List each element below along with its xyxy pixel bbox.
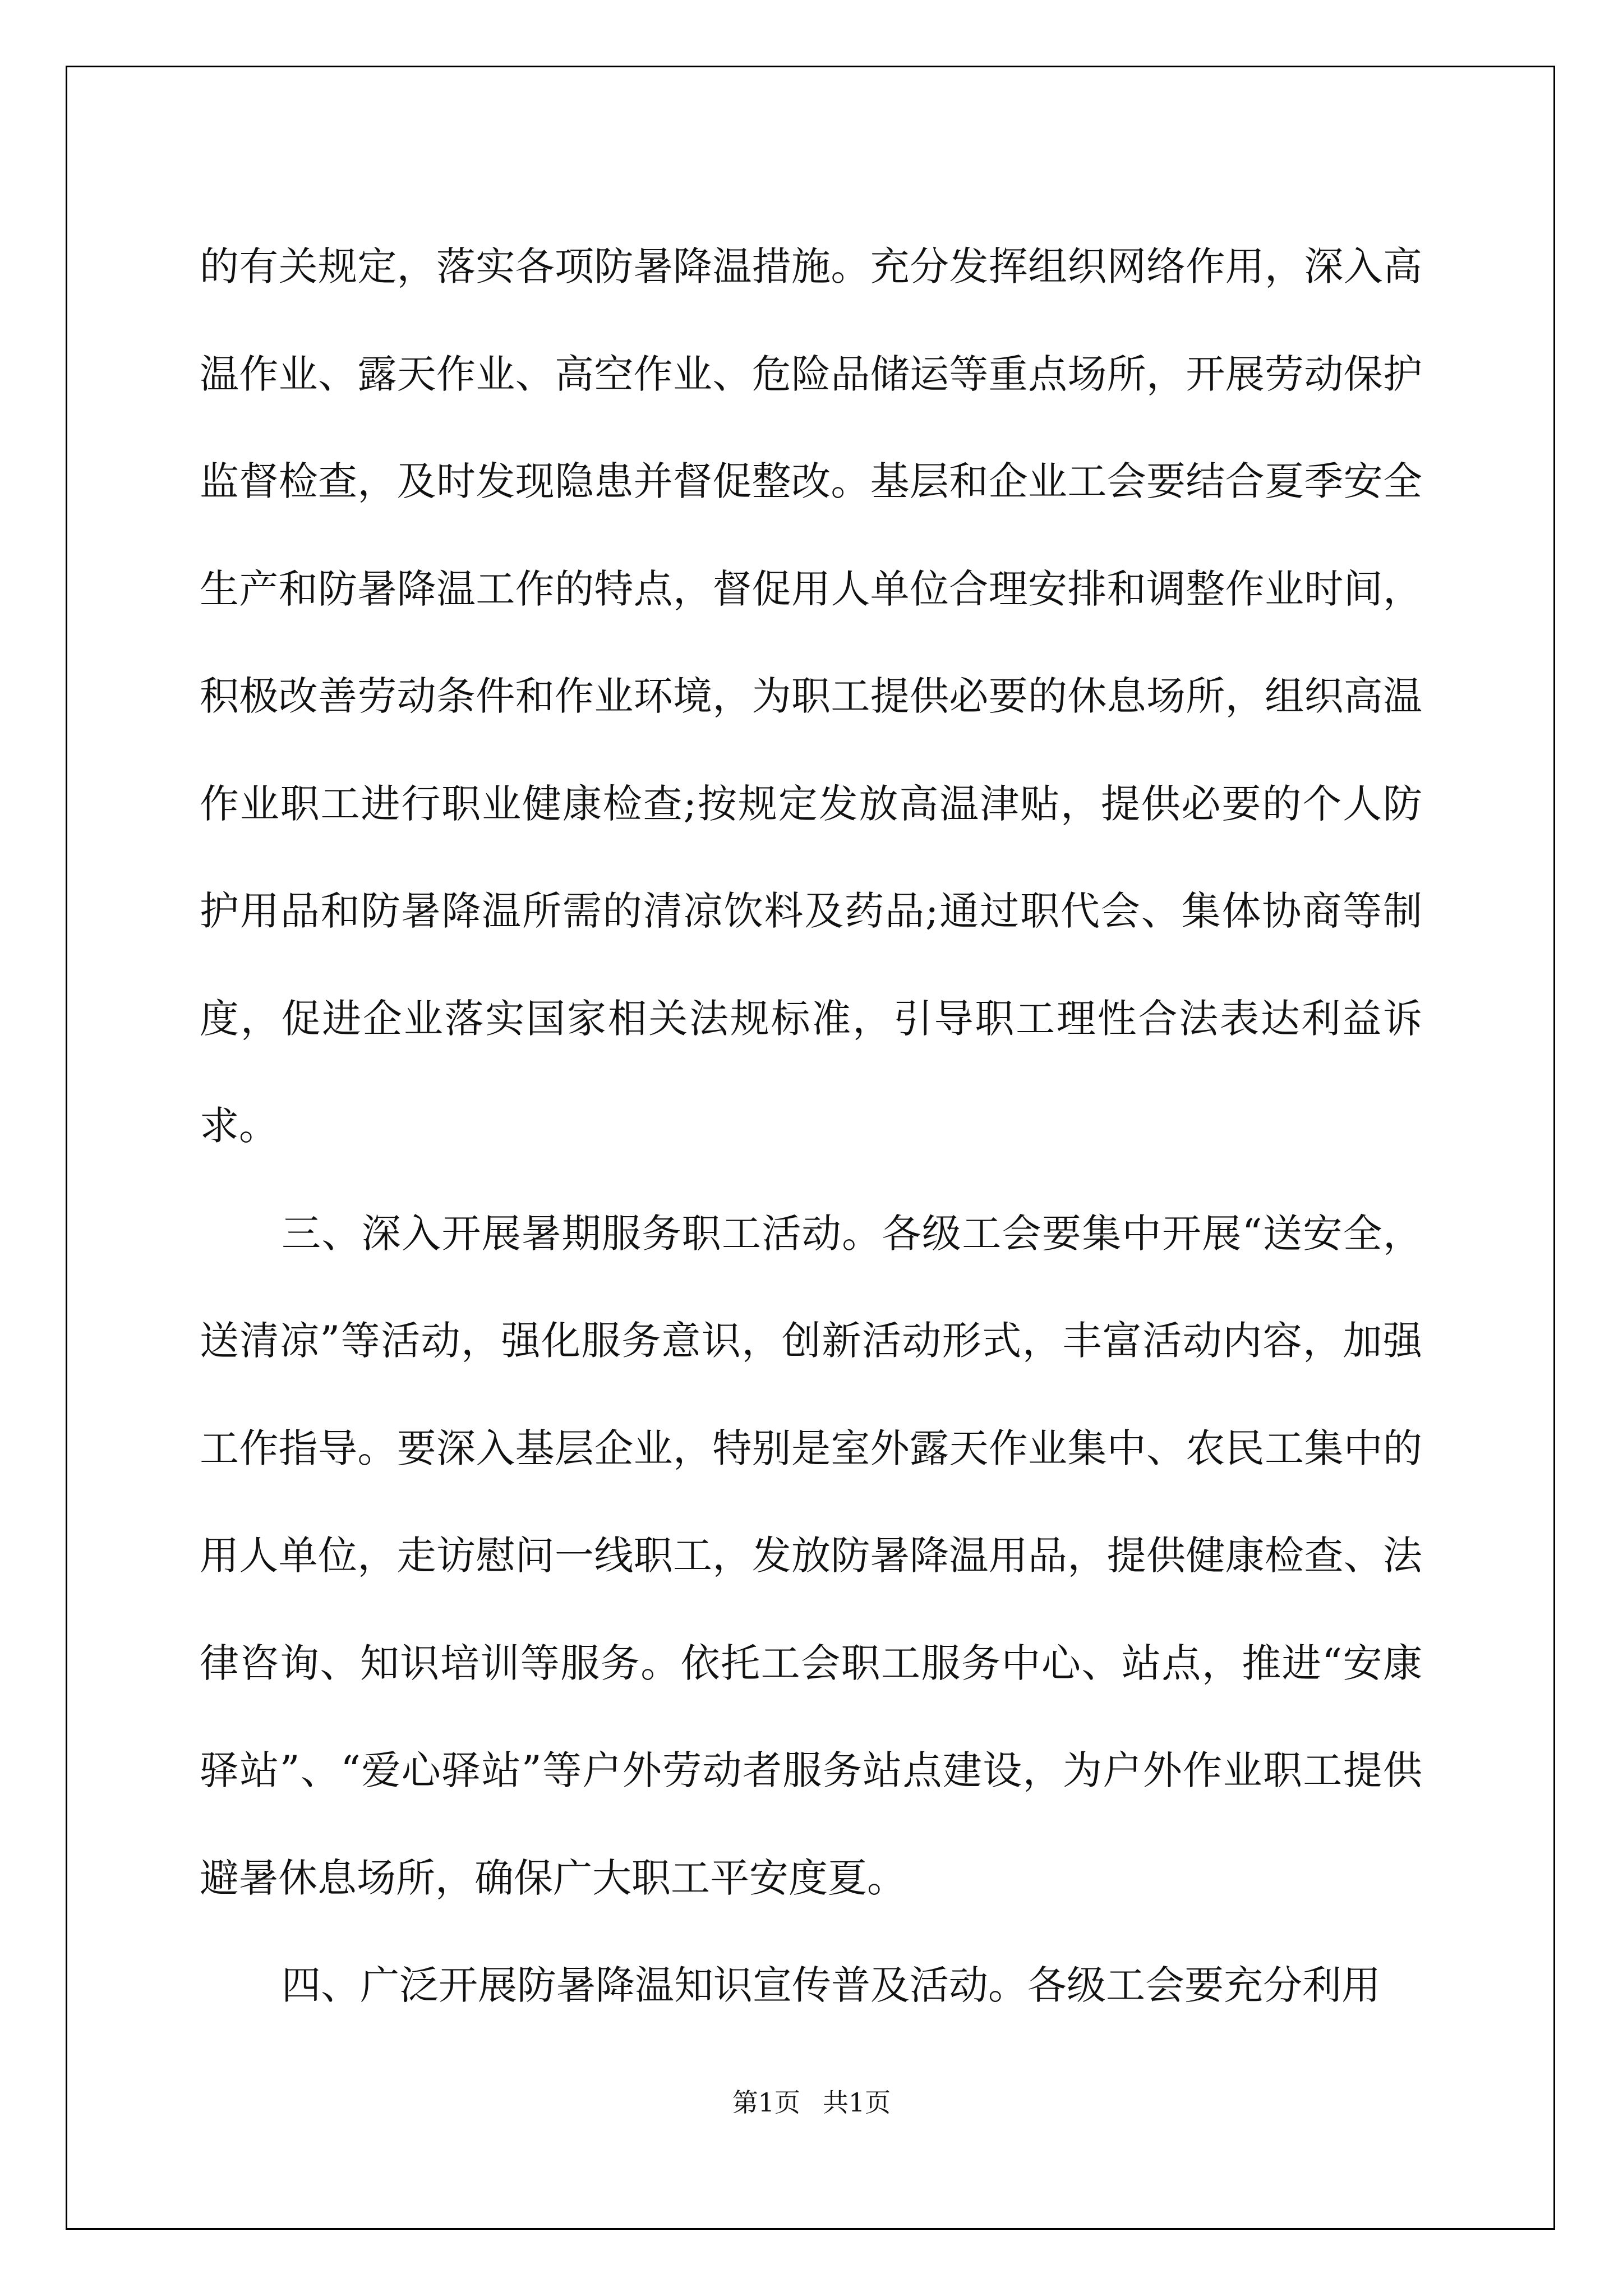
document-body: [200, 213, 1422, 2040]
page-number-current: 第1页: [732, 2087, 800, 2118]
paragraph-1: 的有关规定，落实各项防暑降温措施。充分发挥组织网络作用，深入高温作业、露天作业、高空作业、危险品储运等重点场所，开展劳动保护监督检查，及时发现隐患并督促整改。基层和企业工会要结合夏季安全生产和防暑降温工作的特点，督促用人单位合理安排和调整作业时间，积极改善劳动条件和作业环境，为职工提供必要的休息场所，组织高温作业职工进行职业健康检查;按规定发放高温津贴，提供必要的个人防护用品和防暑降温所需的清凉饮料及药品;通过职代会、集体协商等制度，促进企业落实国家相关法规标准，引导职工理性合法表达利益诉求。: [200, 243, 1422, 1149]
paragraph-2: 三、深入开展暑期服务职工活动。各级工会要集中开展“送安全，送清凉”等活动，强化服务意识，创新活动形式，丰富活动内容，加强工作指导。要深入基层企业，特别是室外露天作业集中、农民工集中的用人单位，走访慰问一线职工，发放防暑降温用品，提供健康检查、法律咨询、知识培训等服务。依托工会职工服务中心、站点，推进“安康驿站”、“爱心驿站”等户外劳动者服务站点建设，为户外作业职工提供避暑休息场所，确保广大职工平安度夏。: [200, 1210, 1422, 1901]
paragraph-3: 四、广泛开展防暑降温知识宣传普及活动。各级工会要充分利用: [282, 1962, 1381, 2008]
page-number-total: 共1页: [823, 2087, 891, 2118]
page-footer: [0, 2086, 1623, 2119]
